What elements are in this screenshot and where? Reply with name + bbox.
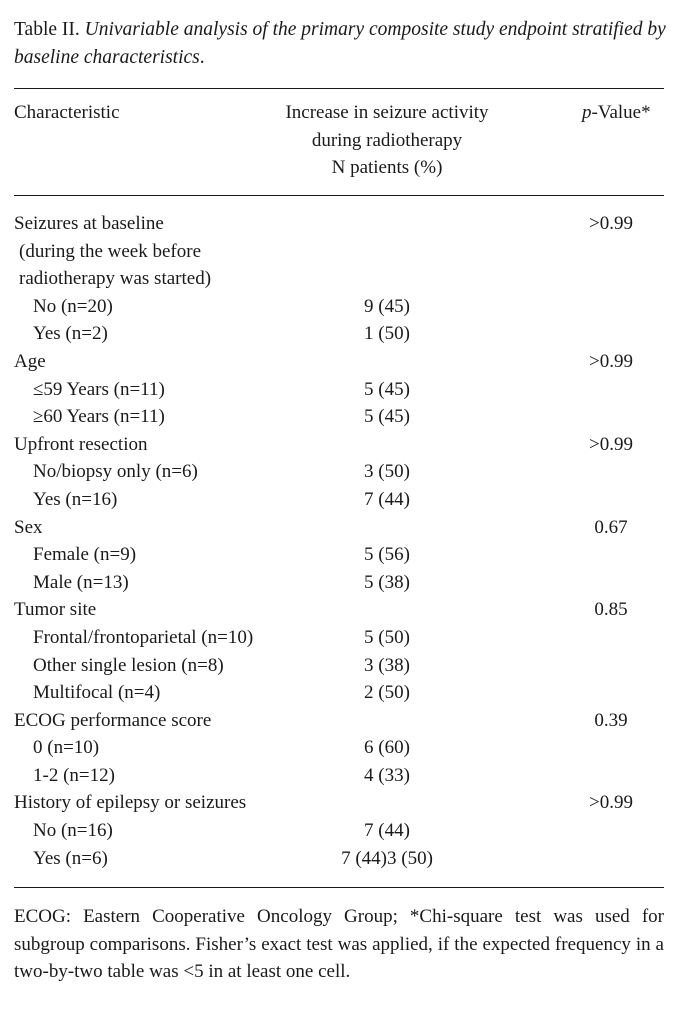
row-characteristic: 0 (n=10) <box>33 737 100 759</box>
header-rule <box>14 195 664 196</box>
table-row <box>0 569 687 597</box>
row-characteristic: radiotherapy was started) <box>19 268 212 290</box>
row-count: 6 (60) <box>364 737 410 759</box>
table-row <box>0 817 687 845</box>
table-label: Table II. <box>14 19 80 40</box>
row-count: 5 (45) <box>364 406 410 428</box>
row-characteristic: Yes (n=2) <box>33 323 108 345</box>
table-row <box>0 403 687 431</box>
row-characteristic: History of epilepsy or seizures <box>14 792 247 814</box>
row-characteristic: Tumor site <box>14 599 97 621</box>
table-row <box>0 320 687 348</box>
row-characteristic: Yes (n=6) <box>33 847 108 869</box>
row-characteristic: Upfront resection <box>14 433 148 455</box>
table-row <box>0 238 687 266</box>
table-row <box>0 679 687 707</box>
row-count: 5 (50) <box>364 626 410 648</box>
row-characteristic: No (n=20) <box>33 295 113 317</box>
table-row <box>0 210 687 238</box>
table-row <box>0 652 687 680</box>
table-footnote: ECOG: Eastern Cooperative Oncology Group; *Chi-square test was used for subgroup comparisons. Fisher’s exact test was applied, if the expected frequency in a two-by-two table was <5 in at least one cell. <box>14 906 664 982</box>
row-count: 1 (50) <box>364 323 410 345</box>
row-count: 2 (50) <box>364 682 410 704</box>
table-row <box>0 265 687 293</box>
row-count: 4 (33) <box>364 764 410 786</box>
row-characteristic: Seizures at baseline <box>14 213 164 234</box>
bottom-rule <box>14 887 664 888</box>
row-characteristic: No (n=16) <box>33 820 113 842</box>
row-characteristic: Sex <box>14 516 43 538</box>
header-increase-line-3: N patients (%) <box>331 157 443 178</box>
table-row <box>0 348 687 376</box>
row-count: 3 (50) <box>364 461 410 483</box>
table-row <box>0 624 687 652</box>
table-row <box>0 293 687 321</box>
table-row <box>0 486 687 514</box>
row-characteristic: (during the week before <box>19 240 202 262</box>
row-p-value: >0.99 <box>589 213 633 234</box>
row-p-value: >0.99 <box>589 433 633 455</box>
row-p-value: 0.85 <box>594 599 628 621</box>
row-characteristic: Age <box>14 350 46 372</box>
caption-period: . <box>199 47 205 68</box>
table-caption <box>14 16 674 72</box>
table-row <box>0 596 687 624</box>
header-p-italic: p <box>582 102 592 123</box>
table-row <box>0 431 687 459</box>
row-characteristic: ≤59 Years (n=11) <box>33 378 165 400</box>
row-characteristic: Frontal/frontoparietal (n=10) <box>33 626 254 648</box>
row-count: 7 (44) <box>364 820 410 842</box>
row-characteristic: 1-2 (n=12) <box>33 764 115 786</box>
row-count: 7 (44) <box>364 488 410 510</box>
row-count: 9 (45) <box>364 295 410 317</box>
table-row <box>0 845 687 873</box>
row-p-value: 0.39 <box>594 709 628 731</box>
row-p-value: >0.99 <box>589 350 633 372</box>
row-characteristic: No/biopsy only (n=6) <box>33 461 198 483</box>
top-rule <box>14 88 664 89</box>
header-p-rest: -Value* <box>591 102 651 123</box>
table-row <box>0 762 687 790</box>
row-characteristic: Yes (n=16) <box>33 488 118 510</box>
table-row <box>0 514 687 542</box>
table-row <box>0 458 687 486</box>
table-row <box>0 707 687 735</box>
table-body <box>0 210 687 872</box>
row-characteristic: Female (n=9) <box>33 544 137 566</box>
row-characteristic: Male (n=13) <box>33 571 129 593</box>
row-characteristic: Multifocal (n=4) <box>33 682 161 704</box>
row-count: 3 (38) <box>364 654 410 676</box>
table-row <box>0 734 687 762</box>
header-increase-line-1: Increase in seizure activity <box>285 102 489 123</box>
header-increase-line-2: during radiotherapy <box>311 129 463 151</box>
table-row <box>0 541 687 569</box>
row-count: 5 (45) <box>364 378 410 400</box>
table-title: Univariable analysis of the primary composite study endpoint stratified by baseline characteristics <box>14 19 666 68</box>
table-row <box>0 376 687 404</box>
row-characteristic: ECOG performance score <box>14 709 212 731</box>
row-p-value: 0.67 <box>594 516 628 538</box>
row-count: 5 (38) <box>364 571 410 593</box>
table-row <box>0 789 687 817</box>
header-characteristic: Characteristic <box>14 102 120 123</box>
header-increase <box>230 99 544 182</box>
row-count: 7 (44)3 (50) <box>341 847 433 869</box>
row-characteristic: Other single lesion (n=8) <box>33 654 224 676</box>
row-characteristic: ≥60 Years (n=11) <box>33 406 165 428</box>
row-p-value: >0.99 <box>589 792 633 814</box>
header-p-value <box>582 99 651 127</box>
row-count: 5 (56) <box>364 544 410 566</box>
